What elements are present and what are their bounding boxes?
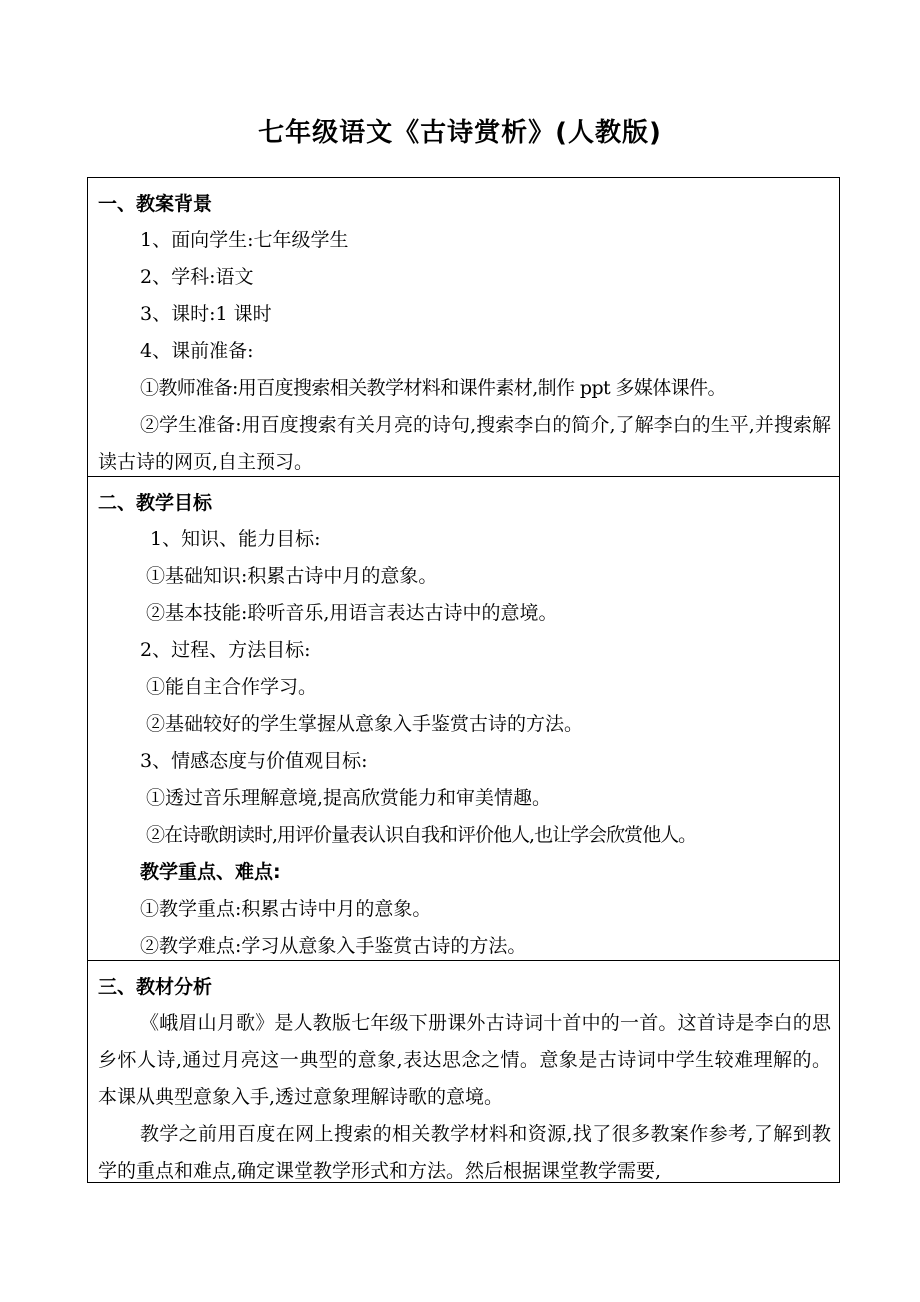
lesson-plan-table (87, 177, 840, 1183)
text-line: 2、学科:语文 (140, 266, 254, 288)
section-heading: 二、教学目标 (98, 492, 213, 514)
document-title: 七年级语文《古诗赏析》(人教版) (258, 118, 662, 148)
text-line: ①教师准备:用百度搜索相关教学材料和课件素材,制作 ppt 多媒体课件。 (140, 377, 726, 399)
text-line: ①能自主合作学习。 (146, 676, 318, 698)
paragraph: 教学之前用百度在网上搜索的相关教学材料和资源,找了很多教案作参考,了解到教学的重点和难点,确定课堂教学形式和方法。然后根据课堂教学需要, (98, 1123, 831, 1182)
subheading: 教学重点、难点: (140, 861, 281, 883)
section-background (88, 178, 839, 476)
paragraph: ②学生准备:用百度搜索有关月亮的诗句,搜索李白的简介,了解李白的生平,并搜索解读古诗的网页,自主预习。 (98, 414, 831, 473)
text-line: ①基础知识:积累古诗中月的意象。 (146, 565, 438, 587)
text-line: 2、过程、方法目标: (140, 639, 311, 661)
section-heading: 三、教材分析 (98, 976, 213, 998)
section-objectives (88, 476, 839, 960)
text-line: 1、面向学生:七年级学生 (140, 229, 349, 251)
text-line: ②教学难点:学习从意象入手鉴赏古诗的方法。 (140, 935, 527, 957)
text-line: ①透过音乐理解意境,提高欣赏能力和审美情趣。 (146, 787, 552, 809)
text-line: 3、情感态度与价值观目标: (140, 750, 368, 772)
section-heading: 一、教案背景 (98, 193, 213, 215)
text-line: ①教学重点:积累古诗中月的意象。 (140, 898, 432, 920)
paragraph: 《峨眉山月歌》是人教版七年级下册课外古诗词十首中的一首。这首诗是李白的思乡怀人诗,通过月亮这一典型的意象,表达思念之情。意象是古诗词中学生较难理解的。本课从典型意象入手,透过意象理解诗歌的意境。 (98, 1012, 831, 1108)
section-material-analysis (88, 960, 839, 1182)
text-line: ②在诗歌朗读时,用评价量表认识自我和评价他人,也让学会欣赏他人。 (146, 824, 697, 846)
text-line: 1、知识、能力目标: (150, 528, 321, 550)
text-line: ②基本技能:聆听音乐,用语言表达古诗中的意境。 (146, 602, 558, 624)
text-line: ②基础较好的学生掌握从意象入手鉴赏古诗的方法。 (146, 713, 584, 735)
text-line: 3、课时:1 课时 (140, 303, 272, 325)
text-line: 4、课前准备: (140, 340, 254, 362)
